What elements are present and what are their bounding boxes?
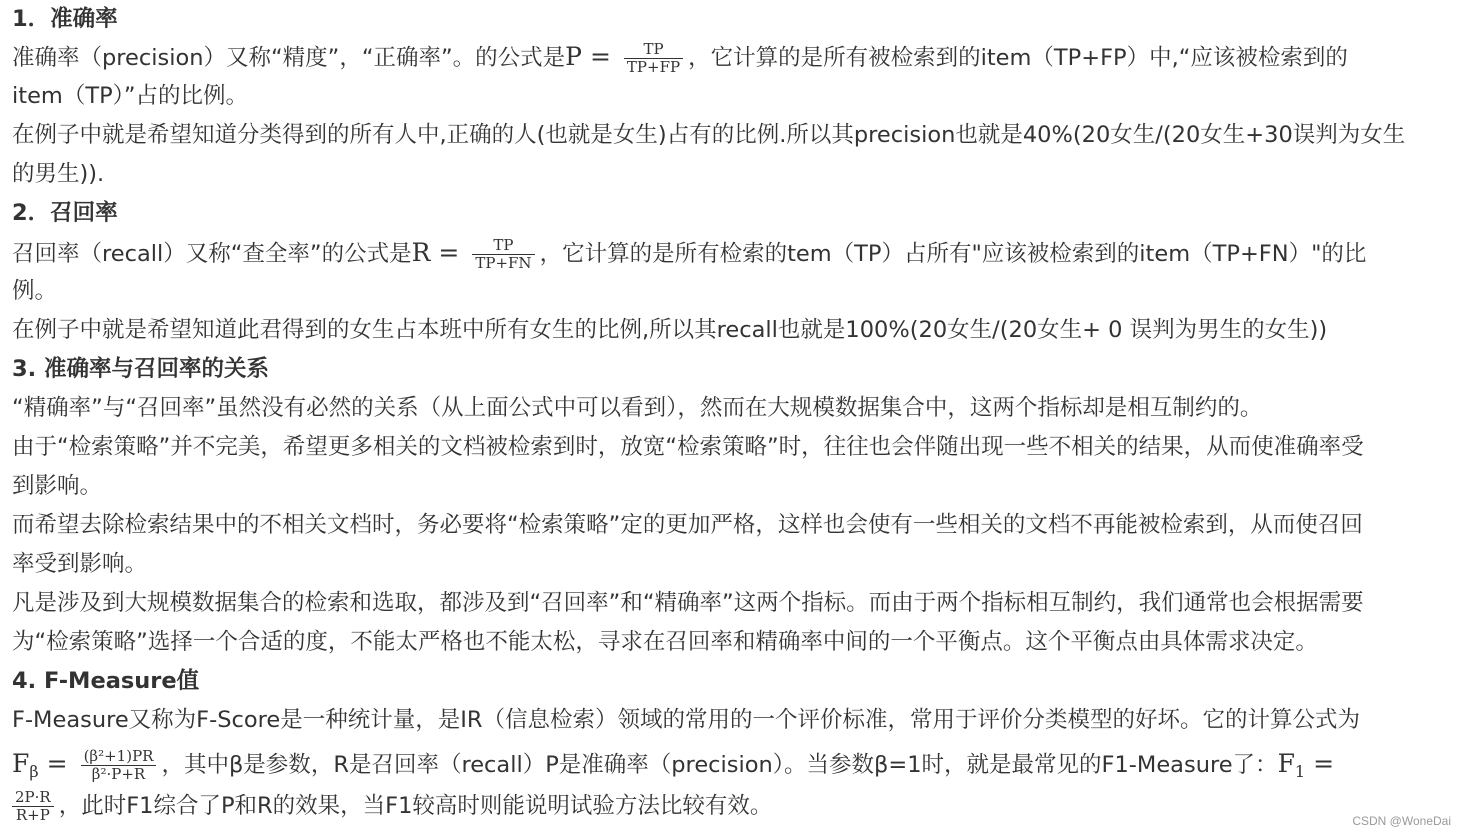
formula-fb-letter: F bbox=[12, 749, 30, 778]
heading-relationship: 3. 准确率与召回率的关系 bbox=[12, 356, 270, 382]
precision-text-a: 准确率（precision）又称“精度”，“正确率”。的公式是 bbox=[12, 45, 566, 71]
precision-fraction bbox=[624, 41, 683, 76]
formula-p-lhs: P bbox=[565, 42, 582, 71]
relationship-para4-line2: 为“检索策略”选择一个合适的度，不能太严格也不能太松，寻求在召回率和精确率中间的一个平衡点。这个平衡点由具体需求决定。 bbox=[12, 629, 1318, 655]
relationship-para4-line1: 凡是涉及到大规模数据集合的检索和选取，都涉及到“召回率”和“精确率”这两个指标。而由于两个指标相互制约，我们通常也会根据需要 bbox=[12, 590, 1364, 616]
relationship-para2-line2: 到影响。 bbox=[12, 473, 103, 499]
recall-denominator: TP+FN bbox=[475, 254, 532, 272]
fbeta-numerator: (β²+1)PR bbox=[81, 748, 157, 766]
relationship-para3-line1: 而希望去除检索结果中的不相关文档时，务必要将“检索策略”定的更加严格，这样也会使有一些相关的文档不再能被检索到，从而使召回 bbox=[12, 512, 1363, 538]
f-measure-formula-line bbox=[12, 744, 1342, 783]
f-measure-explanation: ，其中β是参数，R是召回率（recall）P是准确率（precision）。当参数β=1时，就是最常见的F1-Measure了： bbox=[161, 752, 1278, 778]
formula-r-eq: = bbox=[438, 238, 460, 267]
heading-precision: 1．准确率 bbox=[12, 6, 118, 32]
precision-text-b: ，它计算的是所有被检索到的item（TP+FP）中,“应该被检索到的 bbox=[688, 45, 1348, 71]
formula-fb-eq: = bbox=[46, 749, 68, 778]
precision-denominator: TP+FP bbox=[626, 58, 681, 76]
recall-fraction bbox=[472, 237, 534, 272]
heading-recall: 2．召回率 bbox=[12, 200, 118, 226]
recall-numerator: TP bbox=[472, 237, 534, 255]
precision-example-line2: 的男生)). bbox=[12, 161, 105, 187]
recall-definition-line1 bbox=[12, 233, 1366, 272]
relationship-para2-line1: 由于“检索策略”并不完美，希望更多相关的文档被检索到时，放宽“检索策略”时，往往也会伴随出现一些不相关的结果，从而使准确率受 bbox=[12, 434, 1364, 460]
csdn-watermark: CSDN @WoneDai bbox=[1352, 814, 1451, 828]
recall-example-line: 在例子中就是希望知道此君得到的女生占本班中所有女生的比例,所以其recall也就是100%(20女生/(20女生+ 0 误判为男生的女生)) bbox=[12, 317, 1328, 343]
formula-fb-lhs bbox=[12, 749, 39, 781]
relationship-para3-line2: 率受到影响。 bbox=[12, 551, 148, 577]
heading-f-measure: 4. F-Measure值 bbox=[12, 668, 200, 694]
formula-fb-subscript: β bbox=[29, 762, 39, 781]
f-measure-intro: F-Measure又称为F-Score是一种统计量，是IR（信息检索）领域的常用的一个评价标准，常用于评价分类模型的好坏。它的计算公式为 bbox=[12, 707, 1361, 733]
precision-definition-line2: item（TP）”占的比例。 bbox=[12, 83, 249, 109]
f1-numerator: 2P·R bbox=[12, 789, 54, 807]
relationship-para1: “精确率”与“召回率”虽然没有必然的关系（从上面公式中可以看到），然而在大规模数据集合中，这两个指标却是相互制约的。 bbox=[12, 395, 1263, 421]
f1-formula-line bbox=[12, 787, 772, 826]
recall-definition-line2: 例。 bbox=[12, 278, 58, 304]
fbeta-denominator: β²·P+R bbox=[91, 765, 146, 783]
f1-denominator: R+P bbox=[15, 806, 50, 824]
formula-f1-eq: = bbox=[1313, 749, 1335, 778]
precision-numerator: TP bbox=[624, 41, 683, 59]
formula-f1-subscript: 1 bbox=[1294, 762, 1306, 781]
fbeta-fraction bbox=[81, 748, 157, 783]
formula-r-lhs: R bbox=[411, 238, 431, 267]
recall-text-b: ，它计算的是所有检索的tem（TP）占所有"应该被检索到的item（TP+FN）"的比 bbox=[539, 241, 1367, 267]
precision-example-line1: 在例子中就是希望知道分类得到的所有人中,正确的人(也就是女生)占有的比例.所以其precision也就是40%(20女生/(20女生+30误判为女生 bbox=[12, 122, 1406, 148]
formula-p-eq: = bbox=[589, 42, 611, 71]
recall-text-a: 召回率（recall）又称“查全率”的公式是 bbox=[12, 241, 412, 267]
precision-definition-line1 bbox=[12, 37, 1348, 76]
f1-conclusion: ，此时F1综合了P和R的效果，当F1较高时则能说明试验方法比较有效。 bbox=[58, 793, 773, 819]
f1-fraction bbox=[12, 789, 54, 824]
formula-f1-lhs bbox=[1277, 749, 1306, 781]
formula-f1-letter: F bbox=[1277, 749, 1295, 778]
